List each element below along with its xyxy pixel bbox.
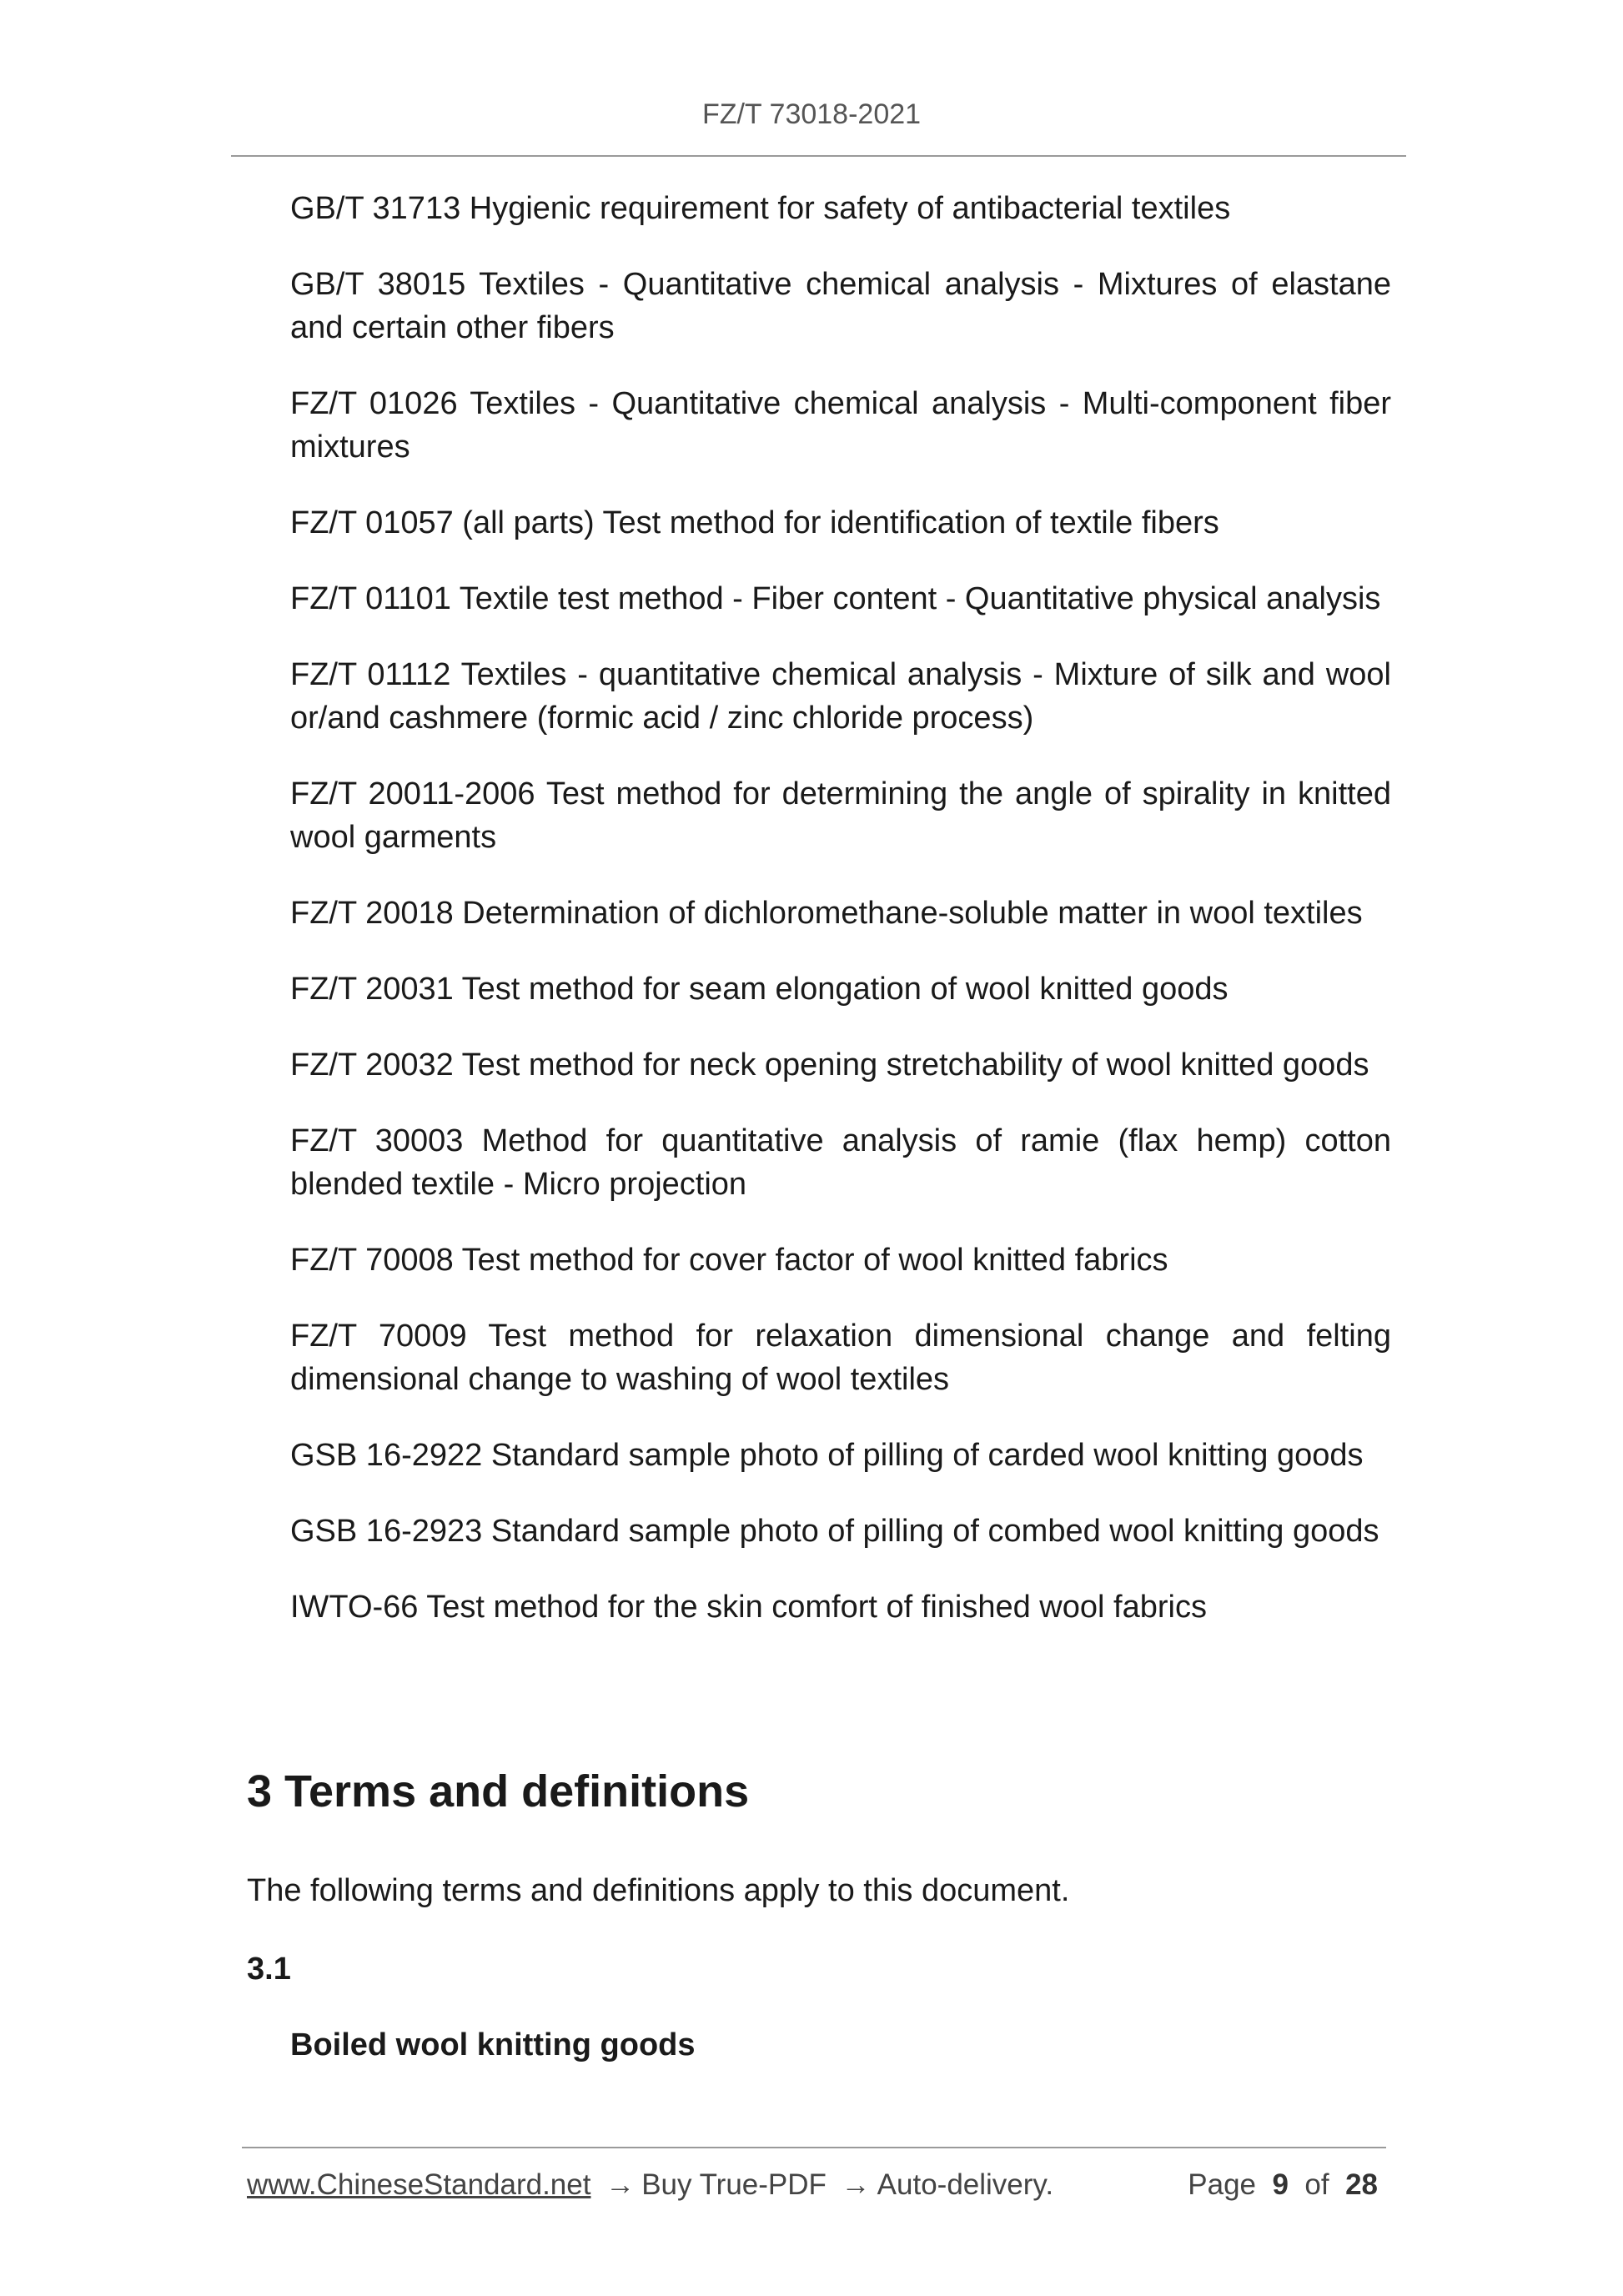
footer-promo xyxy=(247,2168,1053,2202)
reference-item: FZ/T 70009 Test method for relaxation dimensional change and felting dimensional change to washing of wool textiles xyxy=(290,1319,1391,1397)
reference-item: FZ/T 30003 Method for quantitative analysis of ramie (flax hemp) cotton blended textile - Micro projection xyxy=(290,1123,1391,1202)
page-total: 28 xyxy=(1345,2168,1378,2201)
reference-item: FZ/T 01101 Textile test method - Fiber content - Quantitative physical analysis xyxy=(290,581,1381,616)
reference-item: GB/T 31713 Hygienic requirement for safety of antibacterial textiles xyxy=(290,191,1231,226)
reference-item: FZ/T 70008 Test method for cover factor of wool knitted fabrics xyxy=(290,1243,1168,1278)
buy-text: Buy True-PDF xyxy=(641,2168,827,2201)
reference-item: GSB 16-2923 Standard sample photo of pilling of combed wool knitting goods xyxy=(290,1514,1379,1549)
reference-item: FZ/T 20011-2006 Test method for determining the angle of spirality in knitted wool garments xyxy=(290,776,1391,855)
reference-item: GB/T 38015 Textiles - Quantitative chemical analysis - Mixtures of elastane and certain other fibers xyxy=(290,267,1391,345)
site-link[interactable]: www.ChineseStandard.net xyxy=(247,2168,591,2201)
of-word: of xyxy=(1304,2168,1329,2201)
term-title: Boiled wool knitting goods xyxy=(290,2027,696,2062)
page-word: Page xyxy=(1188,2168,1257,2201)
reference-item: FZ/T 01112 Textiles - quantitative chemical analysis - Mixture of silk and wool or/and cashmere (formic acid / zinc chloride process) xyxy=(290,657,1391,736)
normative-references-list xyxy=(290,187,1391,1629)
section-intro: The following terms and definitions apply to this document. xyxy=(247,1873,1070,1908)
arrow-right-icon: → xyxy=(605,2168,636,2201)
footer-divider xyxy=(242,2147,1386,2148)
header-divider xyxy=(231,155,1406,157)
delivery-text: Auto-delivery. xyxy=(877,2168,1054,2201)
reference-item: IWTO-66 Test method for the skin comfort of finished wool fabrics xyxy=(290,1590,1207,1625)
reference-item: FZ/T 01057 (all parts) Test method for identification of textile fibers xyxy=(290,505,1219,540)
section-heading: 3 Terms and definitions xyxy=(247,1766,750,1816)
reference-item: FZ/T 01026 Textiles - Quantitative chemical analysis - Multi-component fiber mixtures xyxy=(290,386,1391,465)
reference-item: FZ/T 20031 Test method for seam elongation of wool knitted goods xyxy=(290,972,1229,1007)
arrow-right-icon: → xyxy=(841,2168,871,2201)
page-current: 9 xyxy=(1272,2168,1289,2201)
page-header-code: FZ/T 73018-2021 xyxy=(701,98,922,130)
reference-item: GSB 16-2922 Standard sample photo of pilling of carded wool knitting goods xyxy=(290,1438,1364,1473)
reference-item: FZ/T 20018 Determination of dichloromethane-soluble matter in wool textiles xyxy=(290,896,1363,931)
reference-item: FZ/T 20032 Test method for neck opening stretchability of wool knitted goods xyxy=(290,1048,1369,1083)
page-number xyxy=(1188,2168,1378,2202)
clause-number: 3.1 xyxy=(247,1952,291,1987)
